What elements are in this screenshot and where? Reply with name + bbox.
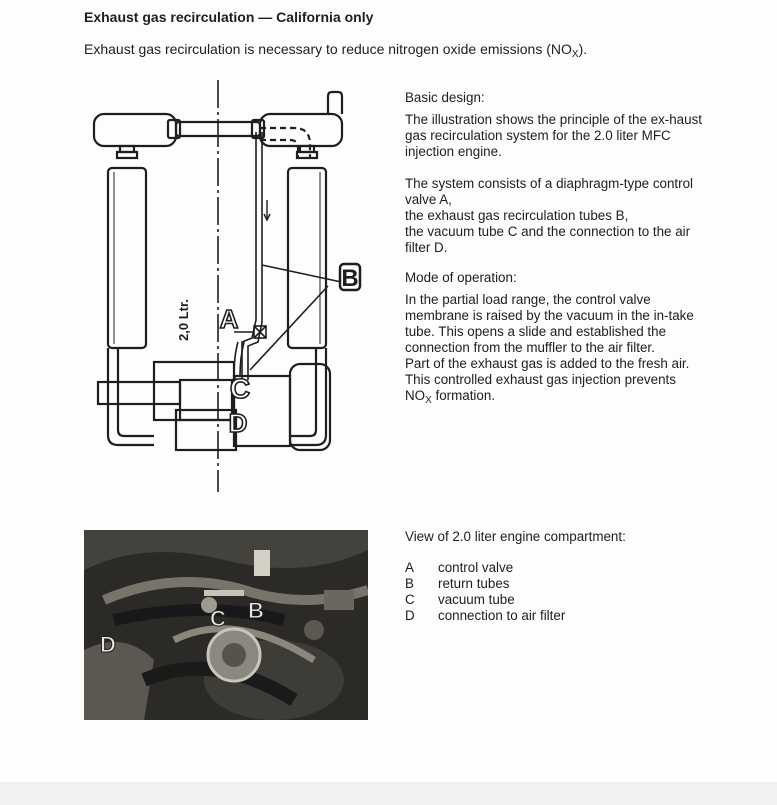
legend-key: D [405, 608, 415, 623]
intro-suffix: ). [578, 41, 588, 57]
legend-item [405, 576, 565, 592]
legend-key: B [405, 576, 414, 591]
intro-prefix: Exhaust gas recirculation is necessary to reduce nitrogen oxide emissions (NO [84, 41, 572, 57]
engine-compartment-photo [84, 530, 368, 720]
legend-item [405, 608, 565, 624]
legend-item [405, 560, 565, 576]
mode-p3-suffix: formation. [431, 388, 496, 403]
basic-design-heading: Basic design: [405, 90, 485, 105]
basic-design-line-2: the exhaust gas recirculation tubes B, [405, 208, 629, 223]
mode-p3-prefix: This controlled exhaust gas injection prevents NO [405, 372, 676, 403]
mode-of-operation-heading: Mode of operation: [405, 270, 517, 285]
legend-label: connection to air filter [438, 608, 566, 623]
left-flange [98, 382, 180, 404]
legend-label: vacuum tube [438, 592, 515, 607]
mode-p3-subscript: X [425, 395, 432, 406]
diagram-label-b: B [341, 265, 359, 292]
engine-displacement-label: 2,0 Ltr. [176, 299, 191, 341]
intro-subscript: X [571, 49, 579, 60]
legend-key: C [405, 592, 415, 607]
diagram-label-a-box [219, 302, 239, 334]
basic-design-line-3: the vacuum tube C and the connection to the air filter D. [405, 224, 691, 255]
mode-paragraph-3 [405, 372, 705, 409]
engine-photo-drawing [84, 530, 368, 720]
intake-housing [154, 362, 234, 420]
page-title: Exhaust gas recirculation — California only [84, 9, 374, 25]
legend-item [405, 592, 565, 608]
basic-design-section [405, 90, 705, 256]
mode-paragraph-1: In the partial load range, the control valve membrane is raised by the vacuum in the in-take tube. This opens a slide and established the connection from the muffler to the air filter. [405, 292, 694, 355]
engine-view-legend [405, 560, 565, 624]
left-muffler [94, 114, 176, 146]
legend-label: control valve [438, 560, 514, 575]
basic-design-paragraph-1: The illustration shows the principle of the ex-haust gas recirculation system for the 2.0 liter MFC injection engine. [405, 112, 702, 159]
page-bottom-edge [0, 782, 777, 805]
mode-of-operation-section [405, 270, 705, 409]
legend-key: A [405, 560, 414, 575]
diagram-label-d: D [228, 408, 248, 438]
engine-view-heading-block [405, 529, 705, 545]
legend-label: return tubes [438, 576, 510, 591]
photo-label-b: B [248, 598, 264, 623]
diagram-label-a: A [219, 304, 239, 334]
intro-text [84, 41, 587, 60]
diagram-label-b-box [340, 264, 360, 292]
egr-schematic-diagram [84, 80, 364, 492]
diagram-label-c: C [229, 373, 251, 404]
photo-label-c: C [210, 606, 226, 631]
engine-view-heading: View of 2.0 liter engine compartment: [405, 529, 626, 544]
photo-label-d: D [100, 632, 116, 657]
mode-paragraph-2: Part of the exhaust gas is added to the fresh air. [405, 356, 690, 371]
basic-design-line-1: The system consists of a diaphragm-type control valve A, [405, 176, 694, 207]
